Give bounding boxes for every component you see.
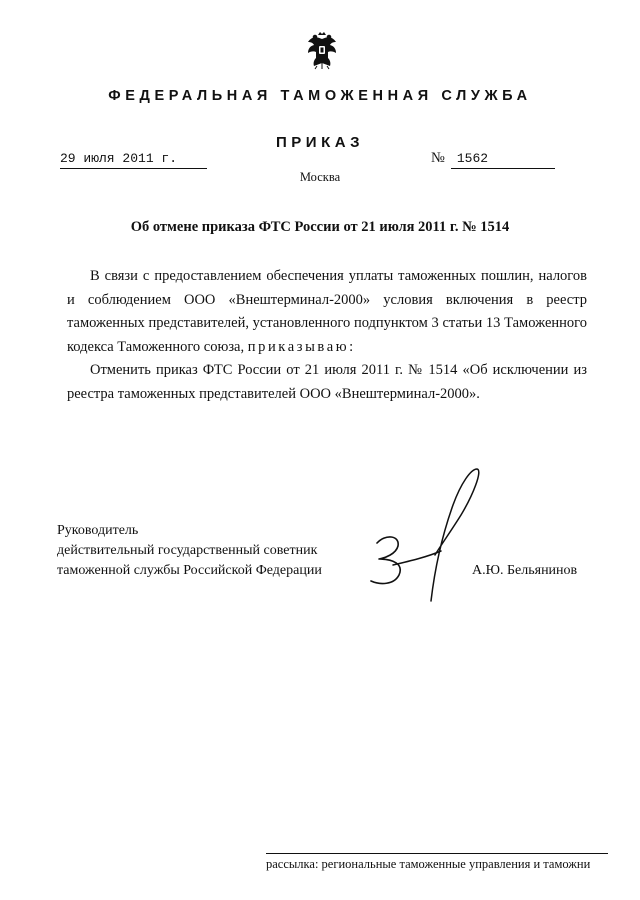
body-paragraph-2: Отменить приказ ФТС России от 21 июля 2011 г. № 1514 «Об исключении из реестра таможенных представителей ООО «Внештерминал-2000». — [67, 362, 587, 402]
agency-name: ФЕДЕРАЛЬНАЯ ТАМОЖЕННАЯ СЛУЖБА — [108, 88, 532, 104]
body-paragraph-1 — [67, 265, 587, 359]
order-number-value: 1562 — [451, 149, 555, 169]
order-date: 29 июля 2011 г. — [60, 149, 207, 169]
document-type: ПРИКАЗ — [276, 134, 364, 151]
signer-name: А.Ю. Бельянинов — [472, 563, 578, 578]
signer-title-line-2: действительный государственный советник — [57, 543, 318, 558]
signer-title-line-3: таможенной службы Российской Федерации — [57, 563, 322, 578]
order-number-label: № — [431, 150, 445, 166]
order-subject: Об отмене приказа ФТС России от 21 июля 2011 г. № 1514 — [130, 219, 510, 235]
distribution-list: рассылка: региональные таможенные управления и таможни — [266, 853, 608, 872]
body-paragraph-1-text: В связи с предоставлением обеспечения уплаты таможенных пошлин, налогов и соблюдением ООО «Внештерминал-2000» условия включения в реестр таможенных представителей, установленного подпунктом 3 статьи 13 Таможенного кодекса Таможенного союза, — [67, 268, 587, 355]
order-body — [67, 265, 587, 406]
state-emblem — [305, 30, 339, 70]
double-headed-eagle-emblem-icon — [305, 30, 339, 70]
order-number — [431, 149, 555, 169]
signer-title — [57, 521, 322, 581]
command-word: приказываю: — [247, 338, 356, 355]
handwritten-signature — [355, 455, 490, 605]
signer-title-line-1: Руководитель — [57, 523, 139, 538]
issue-city: Москва — [299, 170, 341, 184]
